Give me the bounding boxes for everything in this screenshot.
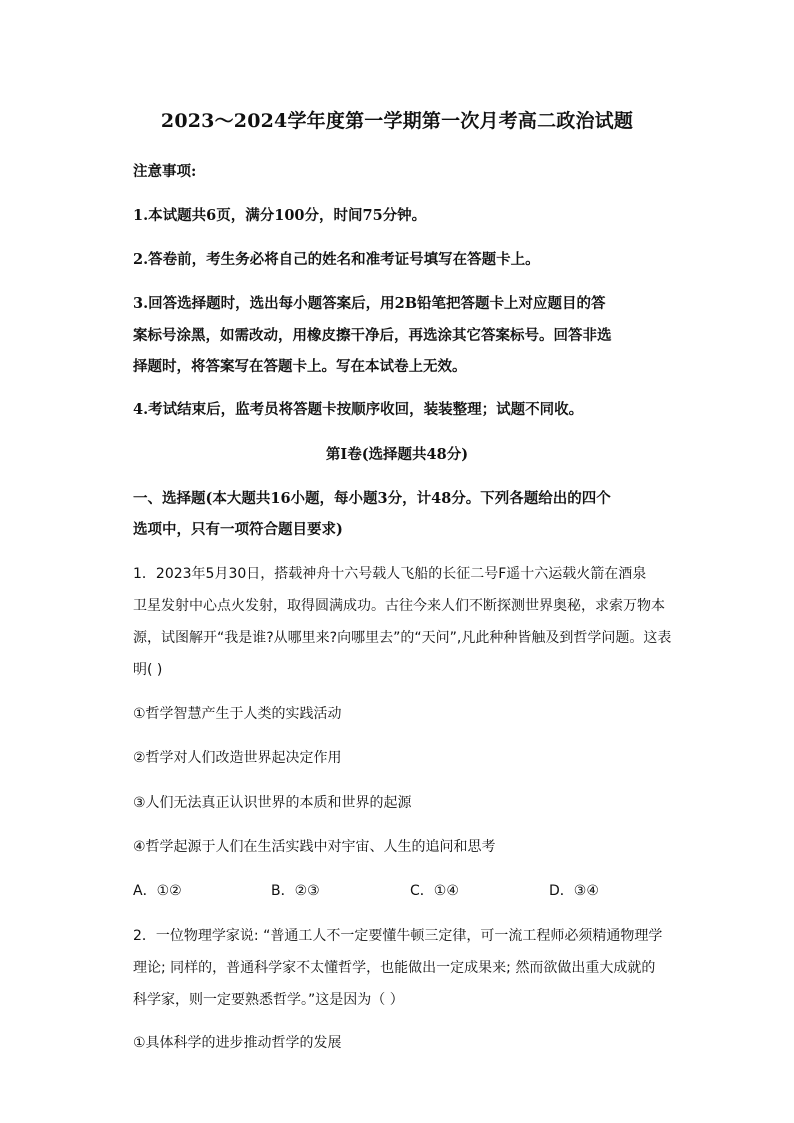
page-title: 2023～2024学年度第一学期第一次月考高二政治试题 [160, 110, 634, 132]
notice-item-3-line-3: 择题时，将答案写在答题卡上。写在本试卷上无效。 [133, 358, 467, 375]
q2-stem-line-2: 理论; 同样的，普通科学家不太懂哲学，也能做出一定成果来; 然而欲做出重大成就的 [133, 960, 656, 976]
section-instruction-line-1: 一、选择题(本大题共16小题，每小题3分，计48分。下列各题给出的四个 [133, 490, 611, 507]
notice-item-4: 4.考试结束后，监考员将答题卡按顺序收回，装装整理；试题不同收。 [133, 401, 584, 418]
notice-heading: 注意事项: [133, 163, 197, 180]
q1-statement-2: ②哲学对人们改造世界起决定作用 [133, 750, 342, 766]
volume-title: 第I卷(选择题共48分) [325, 446, 469, 463]
q2-stem-line-1: 2．一位物理学家说: “普通工人不一定要懂牛顿三定律，可一流工程师必须精通物理学 [133, 928, 663, 944]
q1-option-a: A．①② [133, 883, 182, 899]
q1-option-b: B．②③ [271, 883, 320, 899]
q2-statement-1: ①具体科学的进步推动哲学的发展 [133, 1035, 342, 1051]
q1-statement-4: ④哲学起源于人们在生活实践中对宇宙、人生的追问和思考 [133, 839, 496, 855]
q2-stem-line-3: 科学家，则一定要熟悉哲学。”这是因为（ ） [133, 992, 404, 1008]
q1-stem-line-3: 源，试图解开“我是谁?从哪里来?向哪里去”的“天问”,凡此种种皆触及到哲学问题。这表 [133, 630, 672, 646]
notice-item-3-line-1: 3.回答选择题时，选出每小题答案后，用2B铅笔把答题卡上对应题目的答 [133, 295, 606, 312]
q1-option-d: D．③④ [549, 883, 599, 899]
q1-option-c: C．①④ [410, 883, 459, 899]
q1-statement-1: ①哲学智慧产生于人类的实践活动 [133, 706, 342, 722]
notice-item-1: 1.本试题共6页，满分100分，时间75分钟。 [133, 207, 427, 224]
q1-stem-line-2: 卫星发射中心点火发射，取得圆满成功。古往今来人们不断探测世界奥秘，求索万物本 [133, 598, 665, 614]
notice-item-3-line-2: 案标号涂黑，如需改动，用橡皮擦干净后，再选涂其它答案标号。回答非选 [133, 327, 612, 344]
q1-statement-3: ③人们无法真正认识世界的本质和世界的起源 [133, 795, 412, 811]
q1-stem-line-4: 明( ) [133, 662, 163, 678]
notice-item-2: 2.答卷前，考生务必将自己的姓名和准考证号填写在答题卡上。 [133, 251, 540, 268]
section-instruction-line-2: 选项中，只有一项符合题目要求) [133, 521, 343, 538]
q1-stem-line-1: 1．2023年5月30日，搭载神舟十六号载人飞船的长征二号F遥十六运载火箭在酒泉 [133, 566, 647, 582]
